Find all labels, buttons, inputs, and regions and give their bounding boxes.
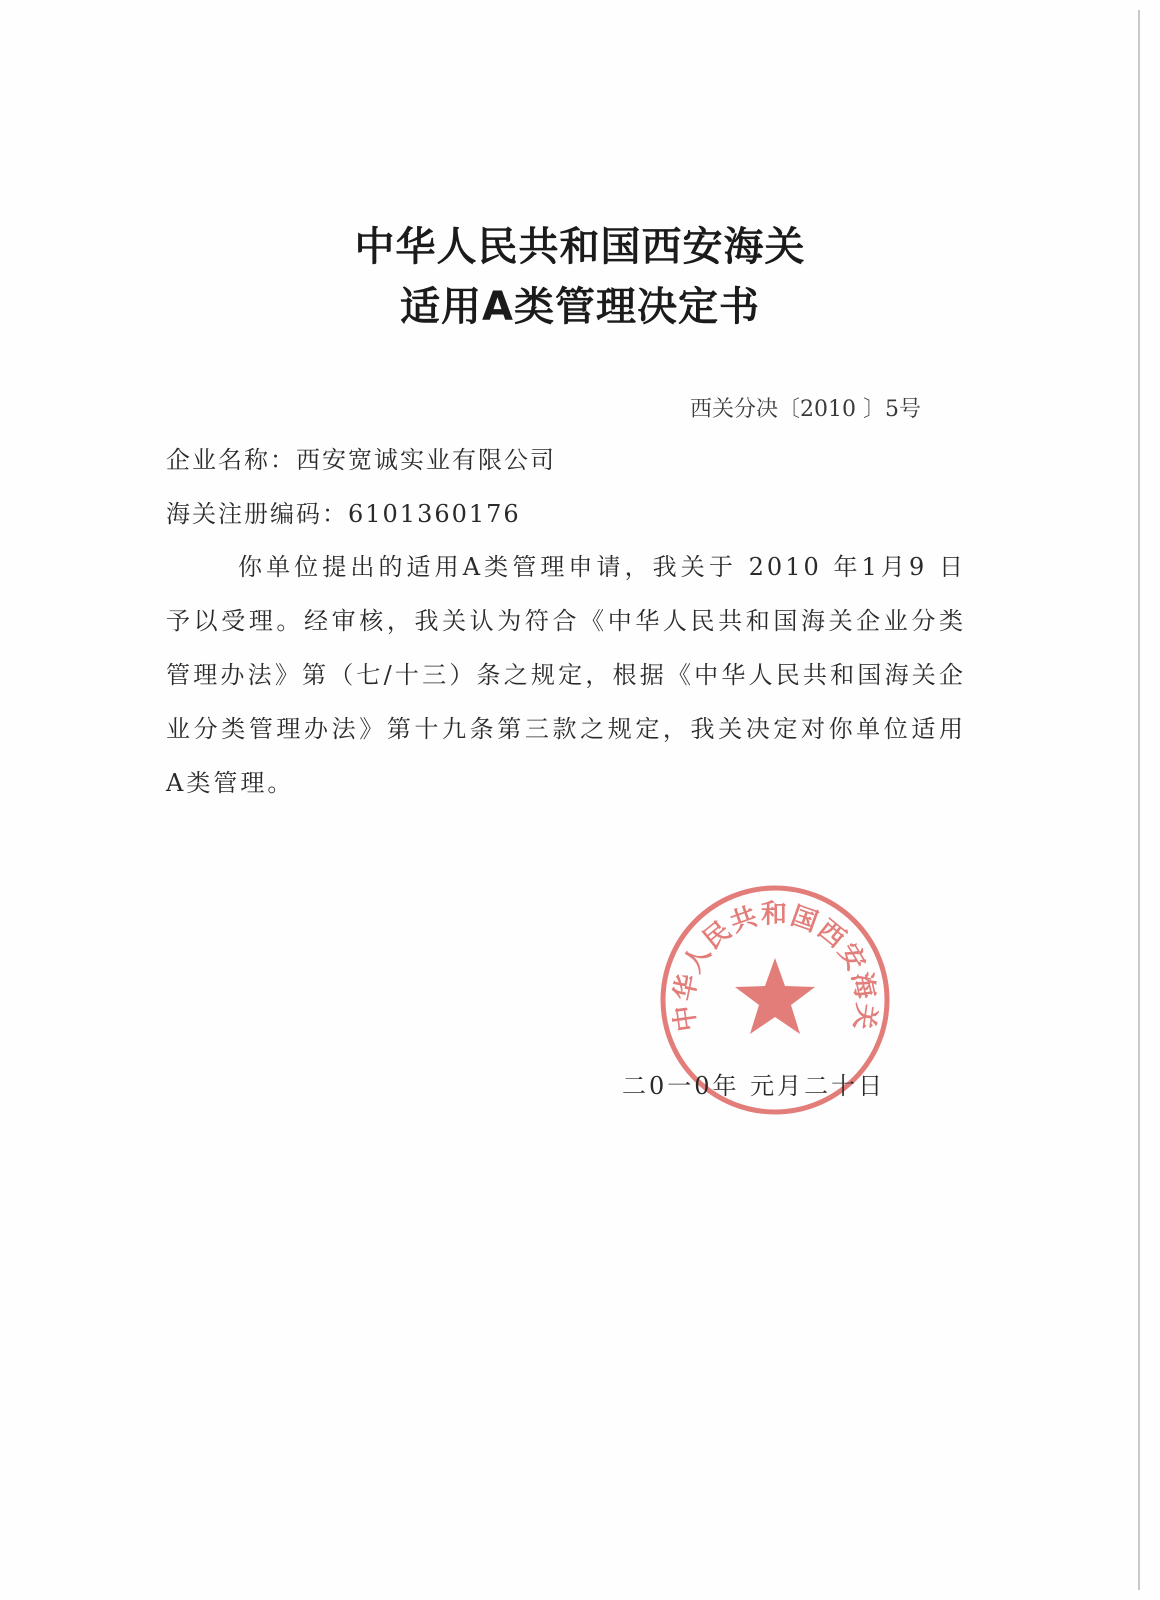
document-title-line1: 中华人民共和国西安海关 <box>354 224 806 270</box>
company-name: 西安宽诚实业有限公司 <box>296 446 556 474</box>
decision-body: 你单位提出的适用A类管理申请，我关于 2010 年1月9 日予以受理。经审核，我关认为符合《中华人民共和国海关企业分类管理办法》第（七/十三）条之规定，根据《中华人民共和国海关企业分类管理办法》第十九条第三款之规定，我关决定对你单位适用A类管理。 <box>166 553 966 797</box>
document-title-line2: 适用A类管理决定书 <box>400 284 760 330</box>
reg-code-row <box>166 494 521 529</box>
document-number: 西关分决〔2010 〕5号 <box>690 397 921 422</box>
company-row <box>166 440 556 475</box>
issue-date: 二0一0年 元月二十日 <box>622 1072 886 1100</box>
seal-text: 中华人民共和国西安海关 <box>669 899 881 1034</box>
reg-code-label: 海关注册编码： <box>166 500 348 528</box>
star-icon <box>735 958 815 1034</box>
company-label: 企业名称： <box>166 446 296 474</box>
reg-code-value: 6101360176 <box>348 500 521 528</box>
